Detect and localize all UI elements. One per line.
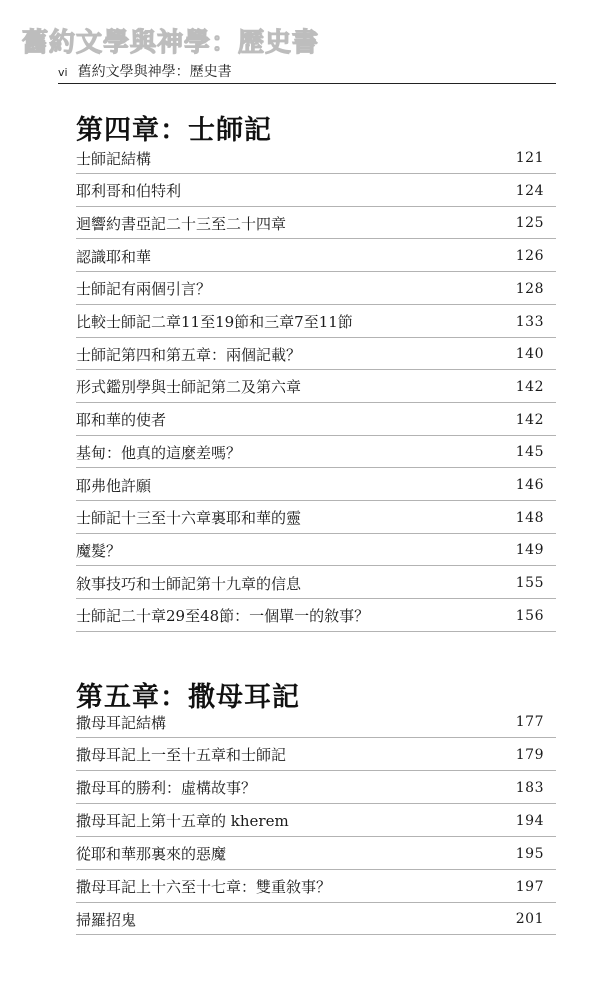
toc-entry[interactable] [76,505,544,531]
toc-entry[interactable] [76,210,544,236]
toc-divider [76,533,556,534]
toc-entry-title: 從耶和華那裏來的惡魔 [76,845,227,864]
toc-entry-title: 撒母耳記上一至十五章和士師記 [76,746,287,765]
toc-divider [76,565,556,566]
toc-divider [76,206,556,207]
book-title: 舊約文學與神學：歷史書 [77,64,232,80]
toc-divider [76,803,556,804]
toc-entry-title: 耶弗他許願 [76,476,152,495]
toc-entry-title: 撒母耳記上第十五章的 kherem [76,812,289,831]
toc-entry[interactable] [76,309,544,335]
chapter-title: 第五章：撒母耳記 [76,682,300,713]
toc-entry-page: 125 [515,215,544,232]
toc-entry-title: 撒母耳記上十六至十七章：雙重敘事？ [76,878,332,896]
header-rule [58,83,556,84]
toc-entry-title: 士師記結構 [76,149,152,168]
page-folio: vi [58,66,68,79]
toc-divider [76,435,556,436]
toc-entry-title: 敘事技巧和士師記第十九章的信息 [76,574,302,593]
toc-entry[interactable] [76,775,544,801]
toc-divider [76,304,556,305]
toc-divider [76,934,556,935]
toc-entry[interactable] [76,178,544,204]
toc-entry[interactable] [76,439,544,465]
toc-entry-page: 194 [515,812,544,829]
toc-entry-page: 177 [515,714,544,730]
toc-divider [76,869,556,870]
toc-divider [76,173,556,174]
toc-entry-title: 撒母耳記結構 [76,713,167,732]
toc-entry-page: 124 [515,182,544,199]
toc-entry-title: 耶和華的使者 [76,411,167,430]
chapter-title: 第四章：士師記 [76,115,272,146]
toc-entry-page: 195 [515,845,544,862]
toc-entry[interactable] [76,243,544,269]
toc-entry-page: 126 [515,248,544,265]
toc-divider [76,737,556,738]
toc-entry-page: 121 [515,150,544,166]
toc-entry-title: 基甸：他真的這麼差嗎？ [76,443,242,462]
toc-entry-title: 士師記二十章29至48節：一個單一的敘事？ [76,607,370,626]
toc-entry[interactable] [76,374,544,400]
toc-entry-page: 146 [515,477,544,493]
toc-entry-title: 撒母耳的勝利：虛構故事？ [76,779,257,798]
toc-entry-page: 133 [515,313,544,330]
toc-divider [76,271,556,272]
toc-divider [76,770,556,771]
toc-entry[interactable] [76,808,544,834]
toc-divider [76,598,556,599]
toc-entry-page: 179 [515,746,544,763]
toc-entry-page: 149 [515,542,544,559]
toc-entry-page: 148 [515,509,544,526]
toc-divider [76,500,556,501]
toc-entry-page: 197 [515,878,544,895]
toc-divider [76,402,556,403]
toc-entry[interactable] [76,906,544,932]
toc-entry-page: 183 [515,779,544,796]
toc-entry[interactable] [76,407,544,433]
toc-entry[interactable] [76,276,544,302]
toc-entry-title: 迴響約書亞記二十三至二十四章 [76,214,287,233]
toc-entry-title: 形式鑑別學與士師記第二及第六章 [76,378,302,397]
toc-entry[interactable] [76,472,544,498]
toc-divider [76,902,556,903]
toc-entry-page: 156 [515,607,544,624]
toc-entry[interactable] [76,709,544,735]
toc-divider [76,369,556,370]
toc-entry-page: 145 [515,444,544,461]
toc-entry-page: 128 [515,280,544,297]
toc-entry[interactable] [76,537,544,563]
toc-entry-title: 掃羅招鬼 [76,910,137,929]
toc-divider [76,631,556,632]
toc-entry[interactable] [76,341,544,367]
toc-entry-title: 士師記有兩個引言？ [76,280,212,299]
toc-entry-title: 認識耶和華 [76,247,152,266]
publisher-watermark: 舊約文學與神學：歷史書 [22,28,320,58]
toc-entry-page: 142 [515,411,544,428]
toc-entry-page: 142 [515,378,544,395]
toc-entry-title: 士師記第四和第五章：兩個記載？ [76,345,302,364]
toc-divider [76,337,556,338]
toc-entry[interactable] [76,841,544,867]
toc-entry[interactable] [76,874,544,900]
toc-entry-page: 155 [515,575,544,592]
toc-entry-page: 140 [515,346,544,363]
toc-entry-title: 魔髮？ [76,541,122,560]
toc-entry[interactable] [76,742,544,768]
toc-entry-title: 士師記十三至十六章裏耶和華的靈 [76,509,302,528]
toc-divider [76,836,556,837]
toc-divider [76,238,556,239]
running-header [58,61,232,81]
toc-entry-title: 耶利哥和伯特利 [76,182,182,201]
toc-divider [76,467,556,468]
toc-entry[interactable] [76,570,544,596]
toc-entry-title: 比較士師記二章11至19節和三章7至11節 [76,313,353,331]
toc-entry-page: 201 [515,911,544,928]
toc-entry[interactable] [76,145,544,171]
toc-entry[interactable] [76,603,544,629]
